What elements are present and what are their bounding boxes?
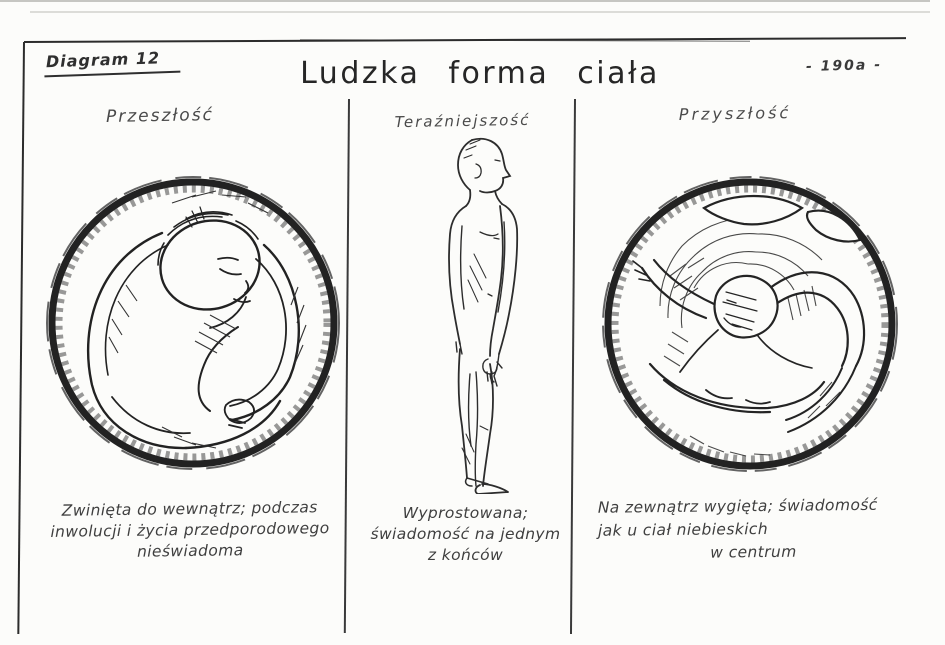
caption-line: Wyprostowana; bbox=[402, 504, 529, 522]
caption-line: nieświadoma bbox=[136, 541, 244, 561]
column-header-past: Przeszłość bbox=[105, 105, 215, 127]
illustration-future-arched-figure bbox=[596, 166, 906, 480]
caption-line: Na zewnątrz wygięta; świadomość bbox=[597, 495, 878, 517]
illustration-present-standing-figure bbox=[400, 134, 558, 494]
caption-line: z końców bbox=[427, 546, 504, 564]
caption-line: jak u ciał niebieskich bbox=[597, 519, 769, 540]
illustration-past-curled-fetus bbox=[40, 165, 345, 477]
column-divider-right bbox=[570, 99, 576, 634]
caption-line: w centrum bbox=[710, 542, 797, 562]
frame-border-bottom bbox=[0, 0, 930, 2]
caption-line: świadomość na jednym bbox=[370, 525, 561, 543]
caption-line: Zwinięta do wewnątrz; podczas bbox=[61, 498, 318, 520]
caption-future bbox=[598, 493, 934, 566]
fetus-figure bbox=[88, 207, 299, 448]
diagram-number-label: Diagram 12 bbox=[44, 48, 181, 78]
caption-line: inwolucji i życia przedporodowego bbox=[50, 519, 330, 541]
page-number: - 190a - bbox=[805, 57, 883, 75]
column-header-present: Teraźniejszość bbox=[394, 110, 531, 132]
caption-present bbox=[368, 503, 563, 566]
page-title: Ludzka forma ciała bbox=[300, 56, 660, 91]
caption-past bbox=[30, 497, 351, 564]
frame-border-left bbox=[17, 42, 25, 634]
frame-border-top-retrace bbox=[300, 39, 750, 42]
scan-edge-artifact bbox=[30, 11, 930, 13]
column-header-future: Przyszłość bbox=[678, 103, 792, 124]
standing-figure bbox=[449, 139, 517, 494]
